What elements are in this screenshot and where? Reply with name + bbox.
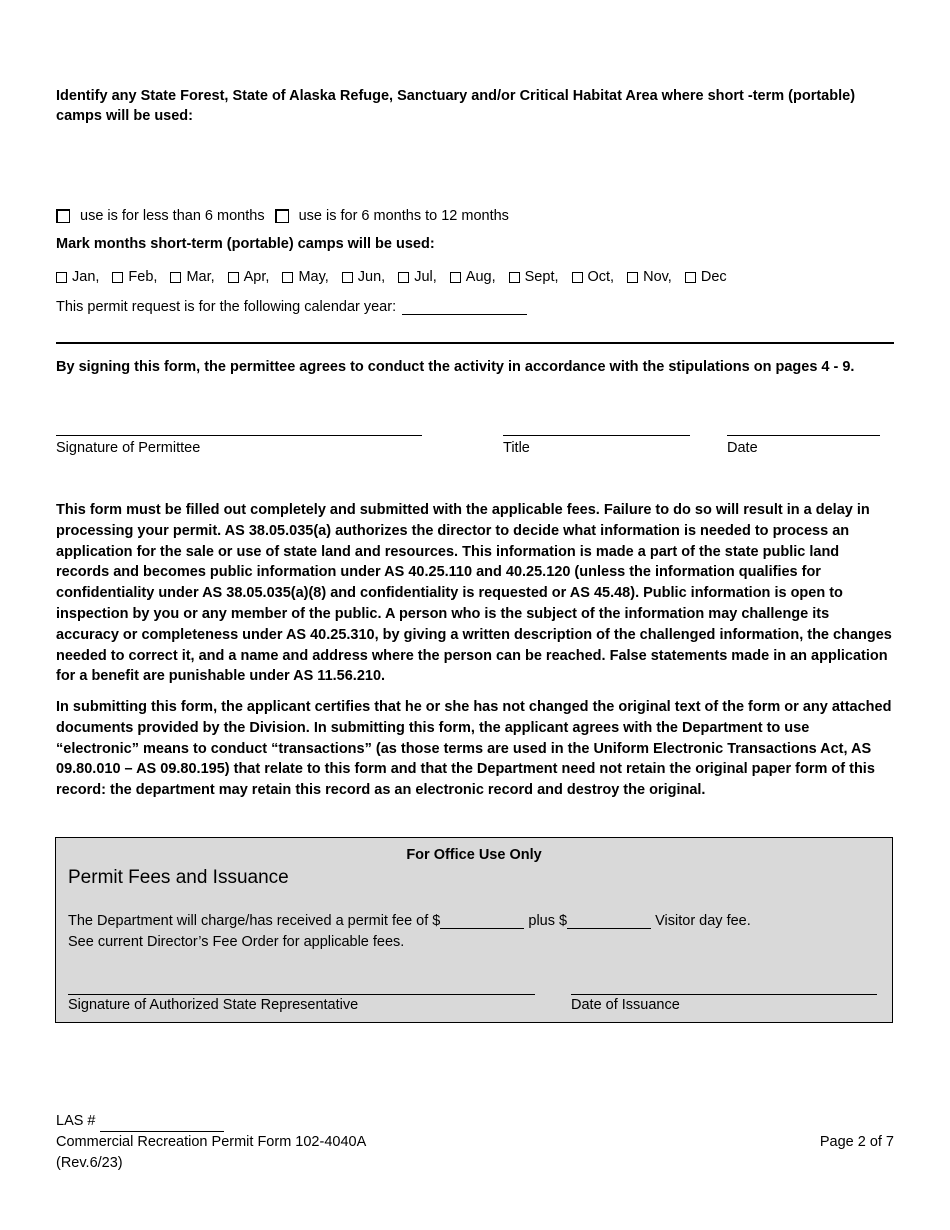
months-checklist	[56, 269, 740, 285]
month-jul[interactable]	[398, 269, 437, 285]
permittee-signature-field[interactable]	[56, 434, 422, 436]
permit-fees-heading: Permit Fees and Issuance	[68, 867, 289, 888]
state-representative-signature-field[interactable]	[68, 993, 535, 995]
calendar-year-row	[56, 299, 527, 315]
month-checkbox[interactable]	[398, 272, 409, 283]
las-number-row	[56, 1111, 224, 1132]
page-number: Page 2 of 7	[819, 1134, 894, 1150]
month-label: Jan,	[72, 269, 100, 285]
month-label: Oct,	[587, 269, 615, 285]
month-checkbox[interactable]	[112, 272, 123, 283]
office-use-label: For Office Use Only	[406, 847, 542, 863]
las-number-field[interactable]	[100, 1117, 224, 1132]
certification-paragraph: In submitting this form, the applicant certifies that he or she has not changed the original text of the form or any attached documents provided by the Division. In submitting this form, the applicant agrees with the Department to use “electronic” means to conduct “transactions” (as those terms are used in the Uniform Electronic Transactions Act, AS 09.80.010 – AS 09.80.195) that relate to this form and that the Department need not retain the original paper form of this record: the department may retain this record as an electronic record and destroy the original.	[56, 699, 892, 799]
camp-location-question: Identify any State Forest, State of Alaska Refuge, Sanctuary and/or Critical Habitat Area where short -term (portable) camps will be used:	[56, 88, 856, 124]
las-label: LAS #	[56, 1113, 96, 1129]
month-may[interactable]	[282, 269, 328, 285]
issuance-date-label: Date of Issuance	[571, 997, 680, 1013]
month-label: May,	[298, 269, 329, 285]
month-label: Nov,	[643, 269, 672, 285]
month-feb[interactable]	[112, 269, 157, 285]
month-label: Jun,	[357, 269, 386, 285]
month-mar[interactable]	[170, 269, 214, 285]
month-checkbox[interactable]	[228, 272, 239, 283]
month-label: Feb,	[128, 269, 158, 285]
title-field[interactable]	[503, 434, 690, 436]
month-checkbox[interactable]	[342, 272, 353, 283]
months-title: Mark months short-term (portable) camps will be used:	[56, 236, 435, 252]
privacy-notice-paragraph: This form must be filled out completely and submitted with the applicable fees. Failure to do so will result in a delay in processing your permit. AS 38.05.035(a) authorizes the director to decide what information is needed to process an application for the sale or use of state land and resources. This information is made a part of the state public land records and becomes public information under AS 40.25.110 and 40.25.120 (unless the information qualifies for confidentiality under AS 38.05.035(a)(8) and confidentiality is requested or AS 45.48). Public information is open to inspection by you or any member of the public. A person who is the subject of the information may challenge its accuracy or completeness under AS 40.25.310, by giving a written description of the challenged information, the changes needed to correct it, and a name and address where the person can be reached. False statements made in an application for a benefit are punishable under AS 11.56.210.	[56, 502, 892, 685]
office-use-box	[55, 837, 893, 1023]
agreement-statement: By signing this form, the permittee agrees to conduct the activity in accordance with the stipulations on pages 4 - 9.	[56, 359, 855, 375]
fee-text-1: The Department will charge/has received a permit fee of $	[68, 913, 441, 929]
permit-fee-line	[68, 913, 751, 929]
month-label: Jul,	[414, 269, 437, 285]
usage-6-12-months-label: use is for 6 months to 12 months	[298, 208, 509, 224]
month-checkbox[interactable]	[572, 272, 583, 283]
state-representative-signature-label: Signature of Authorized State Representative	[68, 997, 359, 1013]
usage-less-6-months-checkbox[interactable]	[56, 209, 70, 223]
month-dec[interactable]	[685, 269, 727, 285]
month-checkbox[interactable]	[450, 272, 461, 283]
month-apr[interactable]	[228, 269, 270, 285]
month-checkbox[interactable]	[509, 272, 520, 283]
usage-6-12-months-checkbox[interactable]	[275, 209, 289, 223]
month-checkbox[interactable]	[56, 272, 67, 283]
month-checkbox[interactable]	[170, 272, 181, 283]
month-label: Dec	[700, 269, 727, 285]
month-checkbox[interactable]	[685, 272, 696, 283]
form-revision: (Rev.6/23)	[56, 1155, 123, 1171]
usage-duration-options	[56, 205, 519, 227]
permit-fee-field[interactable]	[440, 914, 524, 929]
section-divider	[56, 342, 894, 344]
fee-text-2: plus $	[528, 913, 568, 929]
calendar-year-field[interactable]	[402, 300, 527, 315]
title-label: Title	[503, 440, 530, 456]
month-checkbox[interactable]	[627, 272, 638, 283]
visitor-day-fee-field[interactable]	[567, 914, 651, 929]
month-checkbox[interactable]	[282, 272, 293, 283]
calendar-year-label: This permit request is for the following calendar year:	[56, 299, 397, 315]
month-sept[interactable]	[509, 269, 559, 285]
month-oct[interactable]	[572, 269, 615, 285]
month-jan[interactable]	[56, 269, 99, 285]
form-name: Commercial Recreation Permit Form 102-4040A	[56, 1134, 367, 1150]
date-field[interactable]	[727, 434, 880, 436]
month-jun[interactable]	[342, 269, 385, 285]
month-label: Apr,	[243, 269, 270, 285]
fee-text-3: Visitor day fee.	[655, 913, 751, 929]
month-label: Mar,	[186, 269, 215, 285]
permittee-signature-label: Signature of Permittee	[56, 440, 201, 456]
month-aug[interactable]	[450, 269, 496, 285]
month-nov[interactable]	[627, 269, 672, 285]
fee-order-note: See current Director’s Fee Order for applicable fees.	[68, 934, 405, 950]
month-label: Aug,	[465, 269, 496, 285]
usage-less-6-months-label: use is for less than 6 months	[80, 208, 265, 224]
issuance-date-field[interactable]	[571, 993, 877, 995]
date-label: Date	[727, 440, 758, 456]
month-label: Sept,	[524, 269, 559, 285]
